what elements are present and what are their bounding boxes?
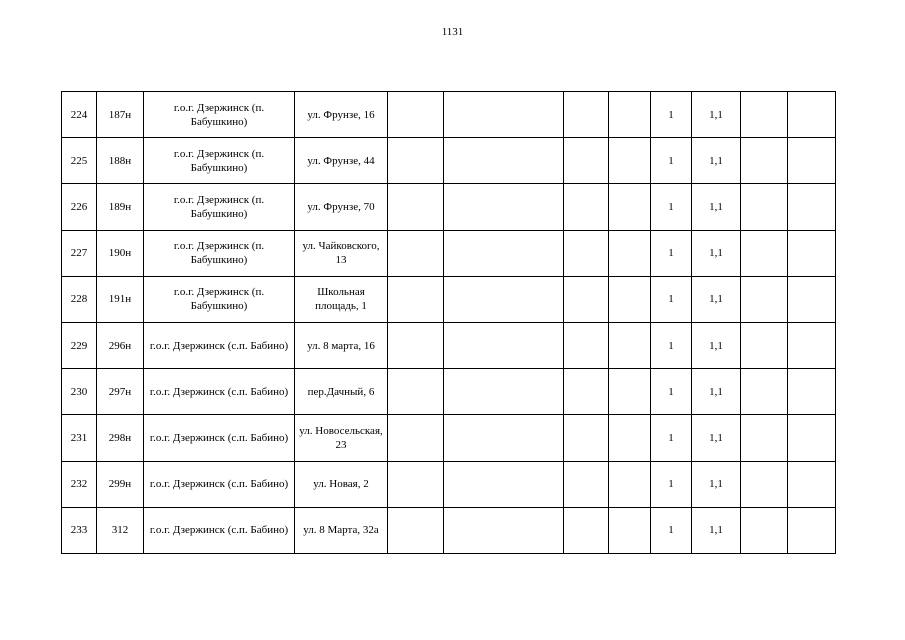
cell-code: 312 xyxy=(97,507,144,553)
cell-quantity: 1 xyxy=(651,138,692,184)
cell-empty-6 xyxy=(444,322,564,368)
cell-number: 233 xyxy=(62,507,97,553)
cell-quantity: 1 xyxy=(651,230,692,276)
cell-number: 229 xyxy=(62,322,97,368)
cell-municipality: г.о.г. Дзержинск (п. Бабушкино) xyxy=(144,184,295,230)
cell-empty-8 xyxy=(609,461,651,507)
cell-empty-12 xyxy=(788,184,836,230)
cell-empty-7 xyxy=(564,369,609,415)
cell-address: ул. Фрунзе, 16 xyxy=(295,92,388,138)
cell-number: 227 xyxy=(62,230,97,276)
cell-empty-6 xyxy=(444,92,564,138)
cell-empty-12 xyxy=(788,322,836,368)
cell-quantity: 1 xyxy=(651,322,692,368)
cell-empty-8 xyxy=(609,322,651,368)
cell-address: ул. Чайковского, 13 xyxy=(295,230,388,276)
cell-empty-11 xyxy=(741,322,788,368)
cell-municipality: г.о.г. Дзержинск (п. Бабушкино) xyxy=(144,276,295,322)
cell-empty-12 xyxy=(788,415,836,461)
cell-empty-5 xyxy=(388,92,444,138)
cell-area: 1,1 xyxy=(692,507,741,553)
cell-empty-7 xyxy=(564,276,609,322)
cell-code: 299н xyxy=(97,461,144,507)
cell-empty-12 xyxy=(788,138,836,184)
cell-empty-6 xyxy=(444,507,564,553)
cell-address: ул. Новая, 2 xyxy=(295,461,388,507)
cell-empty-6 xyxy=(444,369,564,415)
cell-municipality: г.о.г. Дзержинск (с.п. Бабино) xyxy=(144,322,295,368)
cell-quantity: 1 xyxy=(651,184,692,230)
cell-number: 231 xyxy=(62,415,97,461)
registry-body xyxy=(62,92,836,554)
cell-empty-8 xyxy=(609,415,651,461)
cell-empty-11 xyxy=(741,461,788,507)
registry-table xyxy=(61,91,836,554)
cell-empty-6 xyxy=(444,230,564,276)
cell-municipality: г.о.г. Дзержинск (с.п. Бабино) xyxy=(144,415,295,461)
cell-quantity: 1 xyxy=(651,92,692,138)
cell-code: 187н xyxy=(97,92,144,138)
table-row xyxy=(62,322,836,368)
cell-area: 1,1 xyxy=(692,461,741,507)
cell-number: 230 xyxy=(62,369,97,415)
table-row xyxy=(62,92,836,138)
cell-code: 189н xyxy=(97,184,144,230)
cell-empty-6 xyxy=(444,184,564,230)
cell-empty-11 xyxy=(741,184,788,230)
cell-empty-11 xyxy=(741,138,788,184)
cell-area: 1,1 xyxy=(692,230,741,276)
cell-area: 1,1 xyxy=(692,415,741,461)
cell-empty-7 xyxy=(564,92,609,138)
cell-empty-5 xyxy=(388,461,444,507)
cell-quantity: 1 xyxy=(651,461,692,507)
cell-empty-11 xyxy=(741,92,788,138)
cell-address: ул. Фрунзе, 70 xyxy=(295,184,388,230)
cell-empty-8 xyxy=(609,92,651,138)
cell-address: пер.Дачный, 6 xyxy=(295,369,388,415)
cell-empty-8 xyxy=(609,276,651,322)
cell-code: 297н xyxy=(97,369,144,415)
cell-quantity: 1 xyxy=(651,415,692,461)
cell-empty-12 xyxy=(788,276,836,322)
cell-municipality: г.о.г. Дзержинск (п. Бабушкино) xyxy=(144,92,295,138)
cell-empty-6 xyxy=(444,415,564,461)
cell-empty-12 xyxy=(788,230,836,276)
cell-empty-11 xyxy=(741,369,788,415)
cell-empty-5 xyxy=(388,184,444,230)
cell-empty-12 xyxy=(788,369,836,415)
cell-empty-5 xyxy=(388,138,444,184)
cell-area: 1,1 xyxy=(692,276,741,322)
cell-empty-6 xyxy=(444,461,564,507)
cell-code: 190н xyxy=(97,230,144,276)
cell-quantity: 1 xyxy=(651,507,692,553)
cell-area: 1,1 xyxy=(692,92,741,138)
cell-address: ул. Фрунзе, 44 xyxy=(295,138,388,184)
cell-area: 1,1 xyxy=(692,322,741,368)
cell-code: 298н xyxy=(97,415,144,461)
cell-number: 225 xyxy=(62,138,97,184)
cell-municipality: г.о.г. Дзержинск (с.п. Бабино) xyxy=(144,461,295,507)
cell-municipality: г.о.г. Дзержинск (с.п. Бабино) xyxy=(144,507,295,553)
cell-empty-5 xyxy=(388,369,444,415)
cell-empty-7 xyxy=(564,415,609,461)
cell-empty-5 xyxy=(388,276,444,322)
table-row xyxy=(62,415,836,461)
table-row xyxy=(62,461,836,507)
cell-area: 1,1 xyxy=(692,138,741,184)
cell-address: ул. 8 Марта, 32а xyxy=(295,507,388,553)
table-row xyxy=(62,184,836,230)
cell-area: 1,1 xyxy=(692,369,741,415)
table-row xyxy=(62,276,836,322)
cell-empty-7 xyxy=(564,138,609,184)
cell-empty-7 xyxy=(564,461,609,507)
cell-number: 232 xyxy=(62,461,97,507)
table-row xyxy=(62,138,836,184)
cell-address: Школьная площадь, 1 xyxy=(295,276,388,322)
cell-code: 191н xyxy=(97,276,144,322)
cell-empty-11 xyxy=(741,507,788,553)
cell-empty-11 xyxy=(741,415,788,461)
cell-empty-7 xyxy=(564,230,609,276)
cell-empty-6 xyxy=(444,138,564,184)
cell-empty-12 xyxy=(788,507,836,553)
table-row xyxy=(62,369,836,415)
cell-address: ул. Новосельская, 23 xyxy=(295,415,388,461)
cell-empty-6 xyxy=(444,276,564,322)
cell-code: 296н xyxy=(97,322,144,368)
cell-quantity: 1 xyxy=(651,369,692,415)
cell-number: 228 xyxy=(62,276,97,322)
cell-empty-7 xyxy=(564,322,609,368)
cell-number: 226 xyxy=(62,184,97,230)
table-row xyxy=(62,507,836,553)
cell-number: 224 xyxy=(62,92,97,138)
table-row xyxy=(62,230,836,276)
cell-empty-11 xyxy=(741,276,788,322)
cell-empty-7 xyxy=(564,507,609,553)
cell-empty-5 xyxy=(388,230,444,276)
cell-municipality: г.о.г. Дзержинск (п. Бабушкино) xyxy=(144,138,295,184)
cell-quantity: 1 xyxy=(651,276,692,322)
cell-empty-5 xyxy=(388,415,444,461)
cell-empty-5 xyxy=(388,322,444,368)
cell-empty-5 xyxy=(388,507,444,553)
cell-empty-7 xyxy=(564,184,609,230)
cell-empty-11 xyxy=(741,230,788,276)
cell-address: ул. 8 марта, 16 xyxy=(295,322,388,368)
cell-empty-8 xyxy=(609,184,651,230)
cell-municipality: г.о.г. Дзержинск (п. Бабушкино) xyxy=(144,230,295,276)
page-number: 1131 xyxy=(441,26,464,38)
cell-empty-12 xyxy=(788,92,836,138)
cell-empty-12 xyxy=(788,461,836,507)
cell-code: 188н xyxy=(97,138,144,184)
cell-area: 1,1 xyxy=(692,184,741,230)
cell-empty-8 xyxy=(609,507,651,553)
cell-empty-8 xyxy=(609,369,651,415)
cell-empty-8 xyxy=(609,138,651,184)
cell-empty-8 xyxy=(609,230,651,276)
cell-municipality: г.о.г. Дзержинск (с.п. Бабино) xyxy=(144,369,295,415)
